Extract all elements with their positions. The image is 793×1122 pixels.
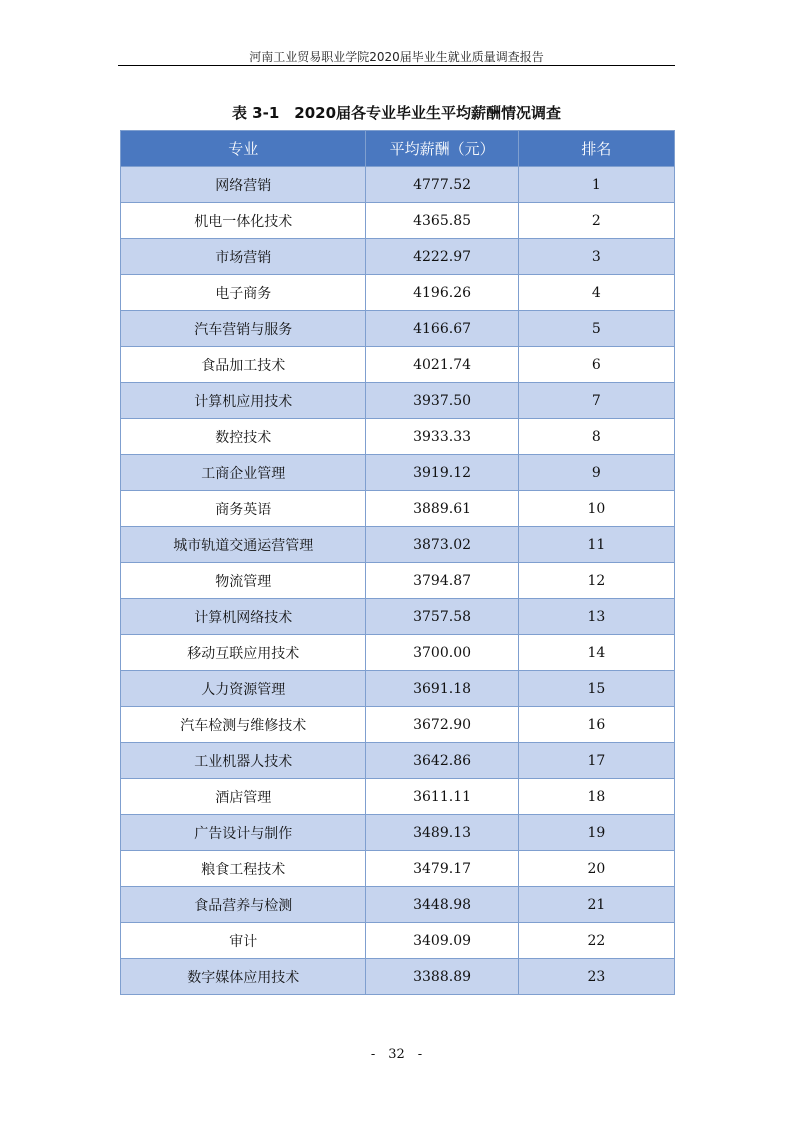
- rank-cell: 4: [519, 275, 675, 311]
- salary-cell: 3642.86: [366, 743, 518, 779]
- table-row: [121, 203, 675, 239]
- rank-cell: 2: [519, 203, 675, 239]
- salary-cell: 4166.67: [366, 311, 518, 347]
- major-cell: 数控技术: [121, 419, 366, 455]
- table-row: [121, 383, 675, 419]
- major-cell: 机电一体化技术: [121, 203, 366, 239]
- salary-cell: 4021.74: [366, 347, 518, 383]
- header-rule: [118, 65, 675, 66]
- salary-cell: 3388.89: [366, 959, 518, 995]
- salary-cell: 4222.97: [366, 239, 518, 275]
- table-row: [121, 455, 675, 491]
- major-cell: 粮食工程技术: [121, 851, 366, 887]
- rank-cell: 9: [519, 455, 675, 491]
- rank-cell: 6: [519, 347, 675, 383]
- table-row: [121, 815, 675, 851]
- table-row: [121, 311, 675, 347]
- table-row: [121, 599, 675, 635]
- page-number: - 32 -: [370, 1047, 423, 1062]
- salary-cell: 3672.90: [366, 707, 518, 743]
- rank-cell: 3: [519, 239, 675, 275]
- table-body: [121, 167, 675, 995]
- rank-cell: 7: [519, 383, 675, 419]
- table-row: [121, 959, 675, 995]
- table-row: [121, 923, 675, 959]
- major-cell: 工商企业管理: [121, 455, 366, 491]
- salary-cell: 3489.13: [366, 815, 518, 851]
- salary-cell: 3691.18: [366, 671, 518, 707]
- rank-cell: 5: [519, 311, 675, 347]
- rank-cell: 22: [519, 923, 675, 959]
- salary-cell: 3448.98: [366, 887, 518, 923]
- major-cell: 数字媒体应用技术: [121, 959, 366, 995]
- rank-cell: 12: [519, 563, 675, 599]
- major-cell: 移动互联应用技术: [121, 635, 366, 671]
- table-row: [121, 347, 675, 383]
- rank-cell: 19: [519, 815, 675, 851]
- rank-cell: 18: [519, 779, 675, 815]
- salary-cell: 4777.52: [366, 167, 518, 203]
- salary-cell: 3873.02: [366, 527, 518, 563]
- major-cell: 食品加工技术: [121, 347, 366, 383]
- table-row: [121, 275, 675, 311]
- rank-cell: 15: [519, 671, 675, 707]
- salary-cell: 3611.11: [366, 779, 518, 815]
- rank-cell: 21: [519, 887, 675, 923]
- header-salary: 平均薪酬（元）: [366, 131, 518, 167]
- salary-cell: 3937.50: [366, 383, 518, 419]
- rank-cell: 23: [519, 959, 675, 995]
- salary-cell: 3479.17: [366, 851, 518, 887]
- header-major: 专业: [121, 131, 366, 167]
- major-cell: 汽车检测与维修技术: [121, 707, 366, 743]
- rank-cell: 20: [519, 851, 675, 887]
- table-row: [121, 707, 675, 743]
- salary-cell: 3794.87: [366, 563, 518, 599]
- salary-cell: 4365.85: [366, 203, 518, 239]
- major-cell: 市场营销: [121, 239, 366, 275]
- table-row: [121, 671, 675, 707]
- rank-cell: 10: [519, 491, 675, 527]
- table-row: [121, 743, 675, 779]
- page-header: 河南工业贸易职业学院2020届毕业生就业质量调查报告: [249, 50, 544, 64]
- salary-table: [120, 130, 675, 995]
- rank-cell: 17: [519, 743, 675, 779]
- salary-cell: 3757.58: [366, 599, 518, 635]
- rank-cell: 8: [519, 419, 675, 455]
- major-cell: 汽车营销与服务: [121, 311, 366, 347]
- table-row: [121, 239, 675, 275]
- table-row: [121, 527, 675, 563]
- major-cell: 物流管理: [121, 563, 366, 599]
- major-cell: 计算机应用技术: [121, 383, 366, 419]
- major-cell: 电子商务: [121, 275, 366, 311]
- rank-cell: 11: [519, 527, 675, 563]
- table-caption: 表 3-1 2020届各专业毕业生平均薪酬情况调查: [231, 104, 562, 122]
- salary-cell: 3933.33: [366, 419, 518, 455]
- table-row: [121, 167, 675, 203]
- major-cell: 城市轨道交通运营管理: [121, 527, 366, 563]
- major-cell: 审计: [121, 923, 366, 959]
- table-row: [121, 491, 675, 527]
- salary-cell: 3409.09: [366, 923, 518, 959]
- table-row: [121, 563, 675, 599]
- major-cell: 商务英语: [121, 491, 366, 527]
- table-row: [121, 635, 675, 671]
- major-cell: 工业机器人技术: [121, 743, 366, 779]
- salary-cell: 3889.61: [366, 491, 518, 527]
- table-header-row: [121, 131, 675, 167]
- salary-cell: 3700.00: [366, 635, 518, 671]
- table-row: [121, 887, 675, 923]
- major-cell: 广告设计与制作: [121, 815, 366, 851]
- table-row: [121, 851, 675, 887]
- major-cell: 人力资源管理: [121, 671, 366, 707]
- major-cell: 网络营销: [121, 167, 366, 203]
- table-row: [121, 419, 675, 455]
- rank-cell: 13: [519, 599, 675, 635]
- salary-cell: 4196.26: [366, 275, 518, 311]
- rank-cell: 14: [519, 635, 675, 671]
- header-rank: 排名: [519, 131, 675, 167]
- rank-cell: 16: [519, 707, 675, 743]
- major-cell: 酒店管理: [121, 779, 366, 815]
- salary-cell: 3919.12: [366, 455, 518, 491]
- major-cell: 食品营养与检测: [121, 887, 366, 923]
- table-row: [121, 779, 675, 815]
- major-cell: 计算机网络技术: [121, 599, 366, 635]
- rank-cell: 1: [519, 167, 675, 203]
